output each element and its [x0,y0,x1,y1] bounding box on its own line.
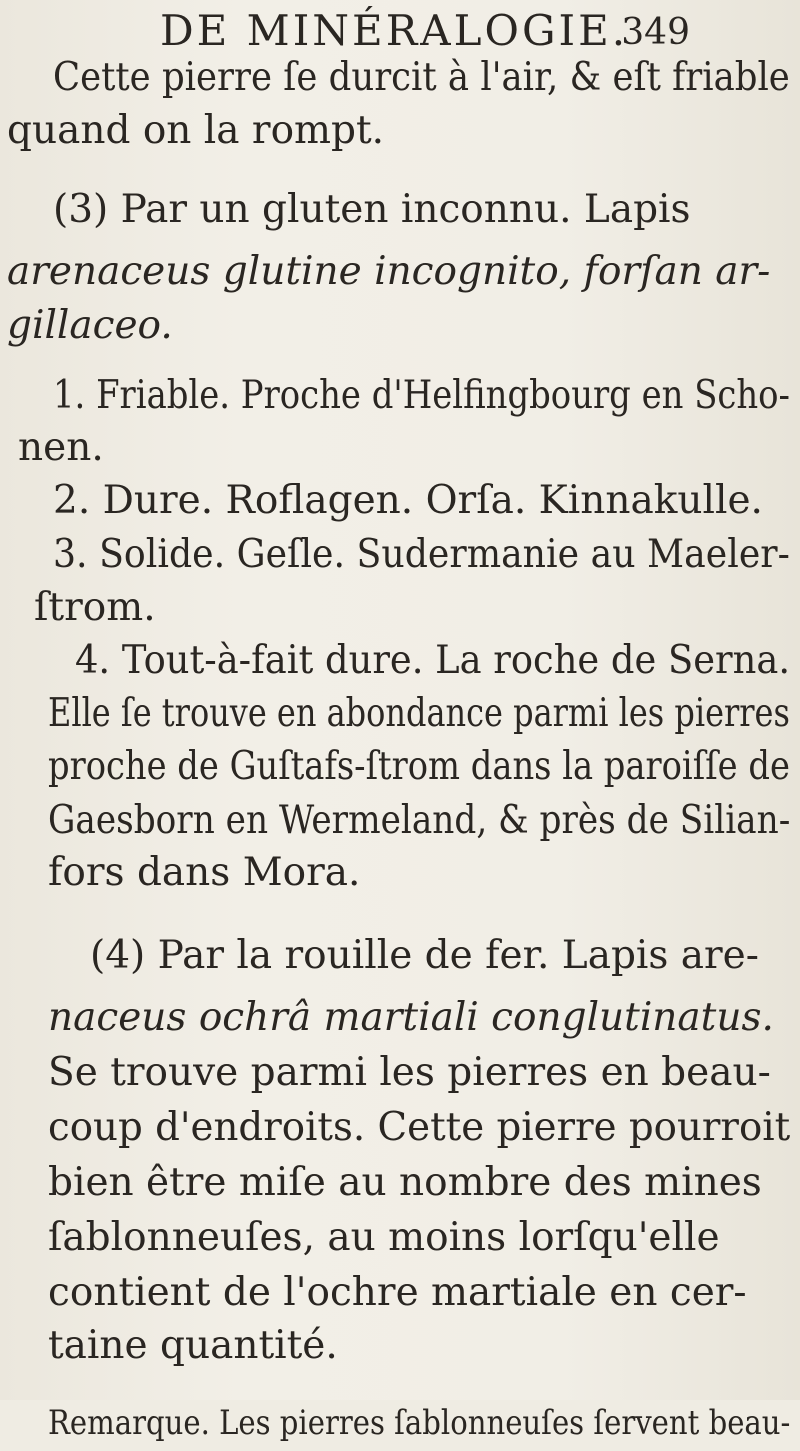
text-line: ſablonneuſes, au moins lorſqu'elle [48,1215,720,1260]
text-line: naceus ochrâ martiali conglutinatus. [48,995,774,1040]
text-line: coup d'endroits. Cette pierre pourroit [48,1105,791,1150]
text-line: (4) Par la rouille de fer. Lapis are- [90,933,759,978]
text-line: fors dans Mora. [48,850,361,895]
text-line: 4. Tout-à-fait dure. La roche de Serna. [75,638,791,683]
text-line: Cette pierre ſe durcit à l'air, & eſt friable [53,55,790,100]
text-line: quand on la rompt. [7,108,385,153]
text-line: Remarque. Les pierres ſablonneuſes ſervent beau- [48,1403,791,1443]
running-title: DE MINÉRALOGIE. [160,6,629,55]
page-number: 349 [621,12,690,53]
text-line: proche de Guſtafs-ſtrom dans la paroiſſe de [48,744,790,789]
text-line: 2. Dure. Roflagen. Orſa. Kinnakulle. [53,478,763,523]
text-line: Elle ſe trouve en abondance parmi les pierres [48,691,790,736]
text-line: gillaceo. [7,303,173,348]
text-line: (3) Par un gluten inconnu. Lapis [53,187,691,232]
text-line: Se trouve parmi les pierres en beau- [48,1050,771,1095]
text-line: nen. [18,425,104,470]
text-line: 1. Friable. Proche d'Helfingbourg en Scho- [53,373,790,418]
text-line: Gaesborn en Wermeland, & près de Silian- [48,798,791,843]
text-line: ſtrom. [34,585,156,630]
text-line: arenaceus glutine incognito, forſan ar- [7,249,771,294]
text-line: taine quantité. [48,1323,338,1368]
text-line: 3. Solide. Geſle. Sudermanie au Maeler- [53,532,790,577]
text-line: contient de l'ochre martiale en cer- [48,1270,747,1315]
text-line: bien être miſe au nombre des mines [48,1160,762,1205]
